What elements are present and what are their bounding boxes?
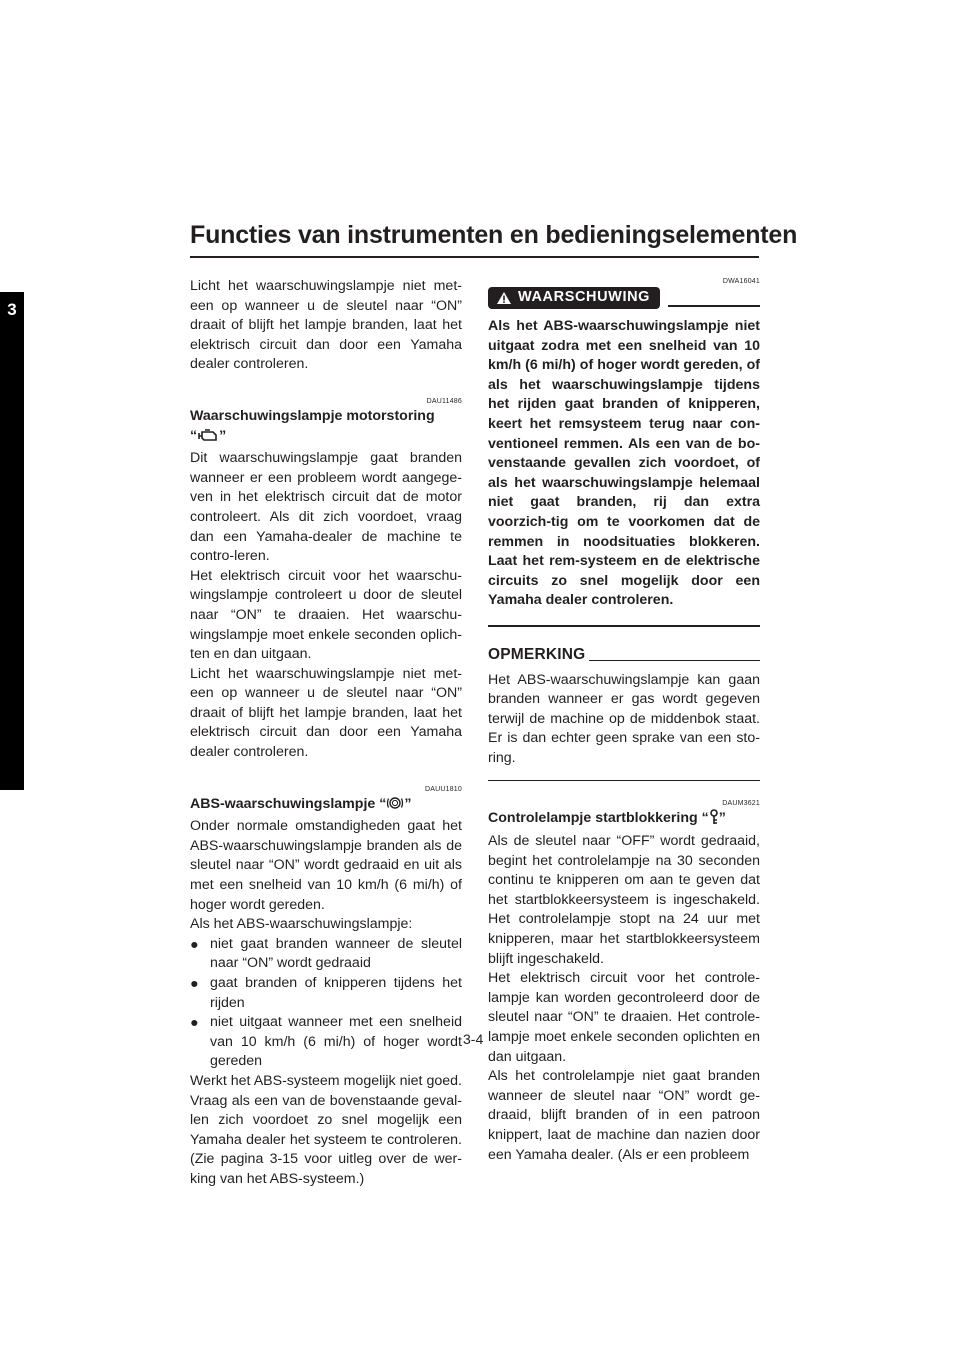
section-heading: ABS-waarschuwingslampje “ ” (190, 795, 462, 818)
chapter-number: 3 (7, 300, 17, 319)
paragraph: Onder normale omstandigheden gaat het ABS-waarschuwingslampje branden als de sleutel naar “ON” wordt gedraaid en uit als met een snelheid van 10 km/h (6 mi/h) of hoger wordt gereden. (190, 818, 462, 913)
paragraph: Het elektrisch circuit voor het waarschu-wingslampje controleert u door de sleutel naar “ON” te draaien. Het waarschu-wingslampje moet enkele seconden oplich-ten en dan uitgaan. (190, 567, 462, 663)
bullet-icon: ● (190, 936, 199, 953)
note-end-rule (488, 780, 760, 781)
right-column (488, 277, 760, 1165)
list-item: ● niet gaat branden wanneer de sleutel naar “ON” wordt gedraaid (190, 935, 462, 972)
key-icon (709, 809, 719, 832)
paragraph: Als het controlelampje niet gaat branden wanneer de sleutel naar “ON” wordt ge-draaid, blijft branden of in een patroon knippert, laat de machine dan nazien door een Yamaha dealer. (Als er een probleem (488, 1068, 760, 1163)
section-heading: Waarschuwingslampje motorstoring “ ” (190, 407, 462, 449)
note-text: Het ABS-waarschuwingslampje kan gaan branden wanneer er gas wordt gegeven terwijl de machine op de middenbok staat. Er is dan echter geen sprake van een sto-ring. (488, 671, 760, 766)
paragraph: Werkt het ABS-systeem mogelijk niet goed. Vraag als een van de bovenstaande geval-len zich voordoet zo snel mogelijk een Yamaha dealer het systeem te controleren. (Zie pagina 3-15 voor uitleg over de wer-king van het ABS-systeem.) (190, 1072, 462, 1187)
warning-box (488, 277, 760, 627)
section-code: DAUU1810 (424, 785, 462, 793)
warning-label: WAARSCHUWING (518, 289, 651, 306)
list-intro: Als het ABS-waarschuwingslampje: (190, 916, 413, 933)
section-code: DAU11486 (426, 397, 462, 405)
section-heading: Controlelampje startblokkering “ ” (488, 809, 760, 832)
abs-icon (386, 795, 404, 818)
engine-warning-section (190, 397, 462, 763)
warning-code: DWA16041 (722, 278, 760, 285)
header-rule (190, 256, 759, 258)
page-number: 3-4 (463, 1031, 484, 1047)
list-item: ● niet uitgaat wanneer met een snelheid van 10 km/h (6 mi/h) of hoger wordt gereden (190, 1014, 462, 1070)
bullet-icon: ● (190, 1015, 199, 1032)
immobilizer-section (488, 799, 760, 1165)
heading-text: Waarschuwingslampje motorstoring (190, 407, 435, 424)
left-column (190, 277, 462, 1190)
bullet-icon: ● (190, 976, 199, 992)
chapter-tab (0, 292, 24, 790)
paragraph: Dit waarschuwingslampje gaat branden wanneer er een probleem wordt aangege-ven in het elektrisch circuit dat de motor controleert. Als dit zich voordoet, vraag dan een Yamaha-dealer de machine te contro-leren. (190, 450, 462, 565)
note-box (488, 645, 760, 782)
page-header-title: Functies van instrumenten en bedieningselementen (190, 221, 798, 249)
engine-check-icon (197, 429, 219, 450)
warning-end-rule (488, 625, 760, 627)
list-item: ● gaat branden of knipperen tijdens het rijden (190, 975, 462, 1011)
abs-warning-section (190, 785, 462, 1190)
intro-paragraph: Licht het waarschuwingslampje niet met-een op wanneer u de sleutel naar “ON” draait of blijft het lampje branden, laat het elektrisch circuit dan door een Yamaha dealer controleren. (190, 278, 462, 373)
paragraph: Licht het waarschuwingslampje niet met-een op wanneer u de sleutel naar “ON” draait of blijft het lampje branden, laat het elektrisch circuit dan door een Yamaha dealer controleren. (190, 665, 462, 761)
paragraph: Als de sleutel naar “OFF” wordt gedraaid, begint het controlelampje na 30 seconden continu te knipperen om aan te geven dat het startblokkeersysteem is ingeschakeld. Het controlelampje stopt na 24 uur met knipperen, maar het startblokkeersysteem blijft ingeschakeld. (488, 833, 760, 967)
warning-banner (488, 287, 760, 309)
section-code: DAUM3621 (722, 800, 760, 808)
bullet-list (190, 935, 462, 1072)
note-title: OPMERKING (488, 645, 586, 663)
warning-text: Als het ABS-waarschuwingslampje niet uitgaat zodra met een snelheid van 10 km/h (6 mi/h) of hoger wordt gereden, of als het waarschuwingslampje tijdens het rijden gaat branden of knipperen, keert het remsysteem terug naar con-ventioneel remmen. Als een van de bo-venstaande gevallen zich voordoet, of als het waarschuwingslampje helemaal niet gaat branden, rij dan extra voorzich-tig om te voorkomen dat de remmen in noodsituaties blokkeren. Laat het rem-systeem en de elektrische circuits zo snel mogelijk door een Yamaha dealer controleren. (488, 318, 760, 609)
warning-triangle-icon (496, 291, 512, 305)
paragraph: Het elektrisch circuit voor het controle-lampje kan worden gecontroleerd door de sleutel naar “ON” te draaien. Het controle-lampje moet enkele seconden oplichten en dan uitgaan. (488, 970, 760, 1065)
